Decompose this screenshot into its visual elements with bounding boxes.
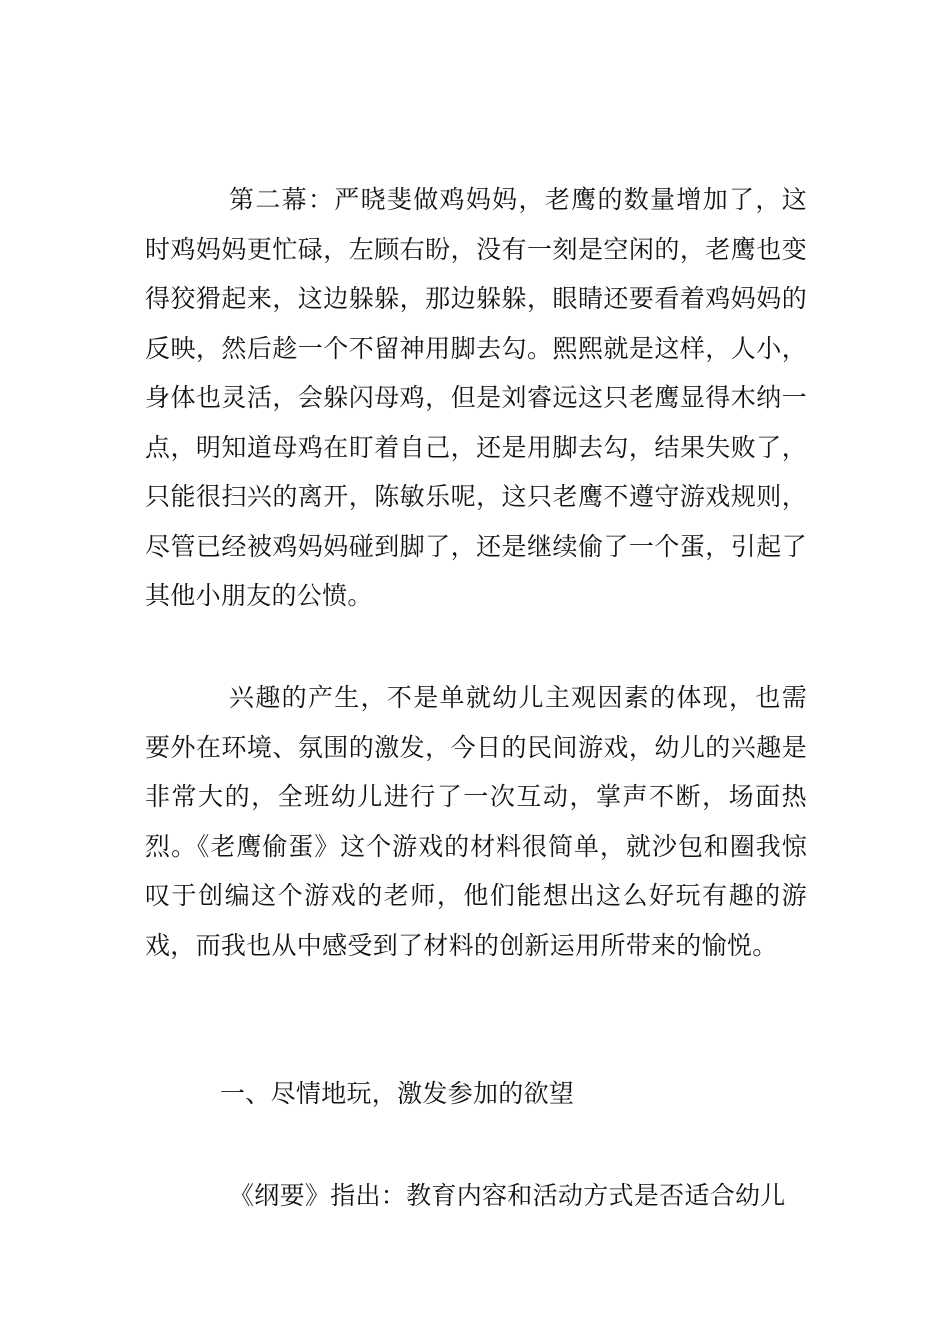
paragraph-interest: 兴趣的产生，不是单就幼儿主观因素的体现，也需要外在环境、氛围的激发，今日的民间游戏，幼儿的兴趣是非常大的，全班幼儿进行了一次互动，掌声不断，场面热烈。《老鹰偷蛋》这个游戏的材料很简单，就沙包和圈我惊叹于创编这个游戏的老师，他们能想出这么好玩有趣的游戏，而我也从中感受到了材料的创新运用所带来的愉悦。 [145, 683, 807, 960]
paragraph-guideline: 《纲要》指出：教育内容和活动方式是否适合幼儿 [229, 1181, 786, 1210]
section-heading: 一、尽情地玩，激发参加的欲望 [220, 1079, 575, 1108]
paragraph-act-two: 第二幕：严晓斐做鸡妈妈，老鹰的数量增加了，这时鸡妈妈更忙碌，左顾右盼，没有一刻是空闲的，老鹰也变得狡猾起来，这边躲躲，那边躲躲，眼睛还要看着鸡妈妈的反映，然后趁一个不留神用脚去勾。熙熙就是这样，人小，身体也灵活，会躲闪母鸡，但是刘睿远这只老鹰显得木纳一点，明知道母鸡在盯着自己，还是用脚去勾，结果失败了，只能很扫兴的离开，陈敏乐呢，这只老鹰不遵守游戏规则，尽管已经被鸡妈妈碰到脚了，还是继续偷了一个蛋，引起了其他小朋友的公愤。 [145, 185, 807, 610]
